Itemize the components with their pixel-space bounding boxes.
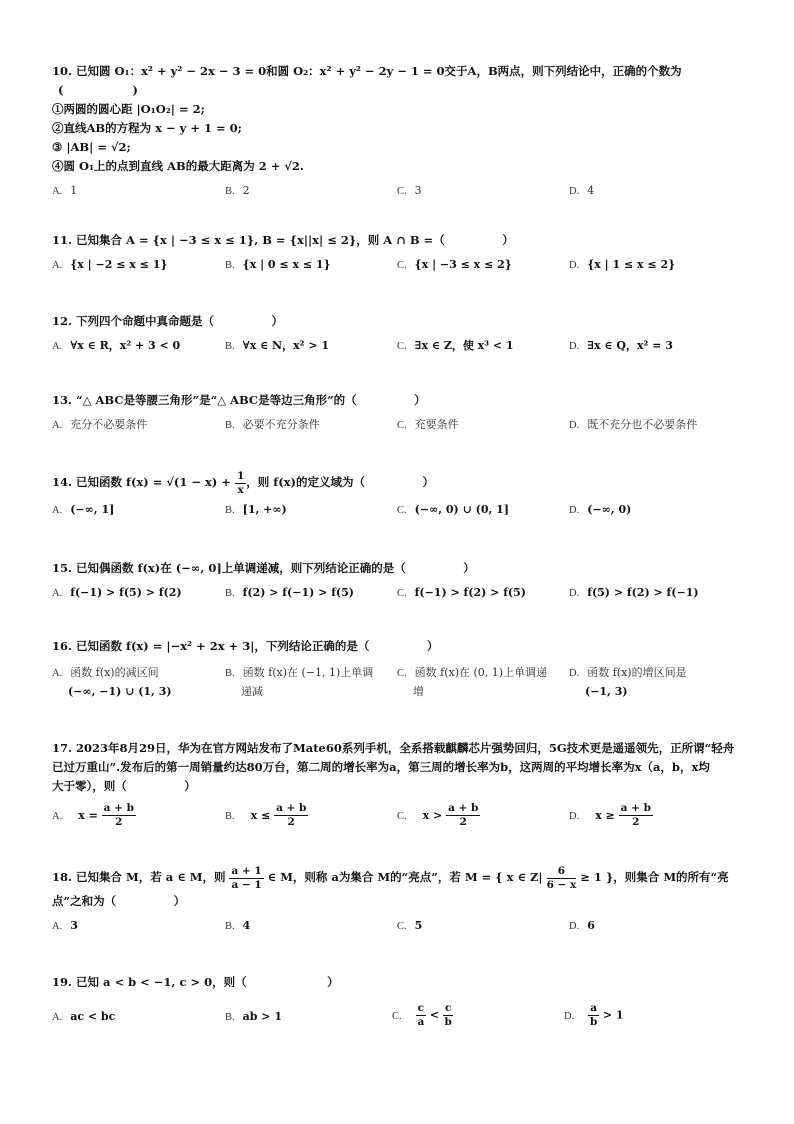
question-15-option-c[interactable]: C. f(−1) > f(2) > f(5)	[397, 586, 526, 599]
question-18-options	[52, 917, 752, 937]
question-11-option-b[interactable]: B. {x | 0 ≤ x ≤ 1}	[225, 258, 331, 271]
question-13-option-d[interactable]: D. 既不充分也不必要条件	[569, 418, 698, 431]
question-13-option-a[interactable]: A. 充分不必要条件	[52, 418, 148, 431]
question-15-stem: 15. 已知偶函数 f(x)在 (−∞, 0]上单调递减，则下列结论正确的是（ ）	[52, 561, 475, 575]
question-18-option-a[interactable]: A. 3	[52, 919, 78, 932]
question-16-option-c[interactable]: C. 函数 f(x)在 (0, 1)上单调递 增	[397, 666, 548, 698]
question-15-options	[52, 584, 752, 604]
question-10-item-1: ①两圆的圆心距 |O₁O₂| = 2;	[52, 102, 205, 116]
question-15-option-b[interactable]: B. f(2) > f(−1) > f(5)	[225, 586, 354, 599]
question-19	[52, 973, 752, 1034]
question-19-stem: 19. 已知 a < b < −1, c > 0，则（ ）	[52, 975, 339, 989]
question-10-option-b[interactable]: B. 2	[225, 184, 250, 197]
question-19-options	[52, 1002, 752, 1034]
question-17-options	[52, 802, 752, 834]
question-11-options	[52, 256, 752, 276]
question-14-stem: 14. 已知函数 f(x) = √(1 − x) + $\frac{1}{x}$ ，则 f(x)的定义域为（ ）	[52, 469, 434, 496]
question-14-options	[52, 501, 752, 521]
question-13	[52, 391, 752, 436]
question-16-option-d[interactable]: D. 函数 f(x)的增区间是 (−1, 3)	[569, 666, 687, 698]
question-12	[52, 312, 752, 357]
question-17-option-d[interactable]: D. x ≥ $\frac{a + b}{2}$	[569, 802, 651, 828]
question-18-option-b[interactable]: B. 4	[225, 919, 251, 932]
question-16-options	[52, 664, 752, 700]
question-15	[52, 559, 752, 604]
question-11	[52, 231, 752, 276]
question-10-stem-line2: ( )	[58, 83, 138, 97]
question-10-item-4: ④圆 O₁上的点到直线 AB的最大距离为 2 + √2.	[52, 159, 304, 173]
question-16-option-a[interactable]: A. 函数 f(x)的减区间 (−∞, −1) ∪ (1, 3)	[52, 666, 172, 698]
question-11-option-d[interactable]: D. {x | 1 ≤ x ≤ 2}	[569, 258, 676, 271]
question-19-option-b[interactable]: B. ab > 1	[225, 1010, 282, 1023]
question-10-stem-line1: 10. 已知圆 O₁：x² + y² − 2x − 3 = 0和圆 O₂：x² + y² − 2y − 1 = 0交于A，B两点，则下列结论中，正确的个数为	[52, 64, 682, 78]
question-11-option-c[interactable]: C. {x | −3 ≤ x ≤ 2}	[397, 258, 512, 271]
question-14-option-a[interactable]: A. (−∞, 1]	[52, 503, 115, 516]
question-12-option-d[interactable]: D. ∃x ∈ Q，x² = 3	[569, 339, 673, 352]
question-10-option-c[interactable]: C. 3	[397, 184, 422, 197]
question-12-option-b[interactable]: B. ∀x ∈ N，x² > 1	[225, 339, 330, 352]
question-10-option-a[interactable]: A. 1	[52, 184, 78, 197]
question-11-stem: 11. 已知集合 A = {x | −3 ≤ x ≤ 1}, B = {x||x| ≤ 2}，则 A ∩ B =（ ）	[52, 233, 514, 247]
question-10-option-d[interactable]: D. 4	[569, 184, 595, 197]
question-18	[52, 862, 752, 937]
question-17-option-c[interactable]: C. x > $\frac{a + b}{2}$	[397, 802, 479, 828]
question-17-stem-line2: 已过万重山”.发布后的第一周销量约达80万台，第二周的增长率为a，第三周的增长率为b，这两周的平均增长率为x（a，b，x均	[52, 760, 710, 774]
question-12-stem: 12. 下列四个命题中真命题是（ ）	[52, 314, 284, 328]
question-14-option-c[interactable]: C. (−∞, 0) ∪ (0, 1]	[397, 503, 509, 516]
question-18-option-d[interactable]: D. 6	[569, 919, 595, 932]
question-11-option-a[interactable]: A. {x | −2 ≤ x ≤ 1}	[52, 258, 168, 271]
question-18-stem-line2: 点”之和为（ ）	[52, 894, 186, 908]
question-10	[52, 62, 752, 202]
question-16-option-b[interactable]: B. 函数 f(x)在 (−1, 1)上单调 递减	[225, 666, 374, 698]
question-14-option-b[interactable]: B. [1, +∞)	[225, 503, 287, 516]
question-13-options	[52, 416, 752, 436]
question-12-option-a[interactable]: A. ∀x ∈ R，x² + 3 < 0	[52, 339, 181, 352]
question-18-stem: 18. 已知集合 M，若 a ∈ M，则 $\frac{a + 1}{a - 1}$ ∈ M，则称 a为集合 M的“亮点”，若 M = { x ∈ Z| $\frac{6}{6 - x}$ ≥ 1 }，则集合 M的所有“亮	[52, 864, 729, 891]
question-14	[52, 467, 752, 521]
question-10-options	[52, 182, 752, 202]
question-13-option-b[interactable]: B. 必要不充分条件	[225, 418, 320, 431]
question-16-stem: 16. 已知函数 f(x) = |−x² + 2x + 3|，下列结论正确的是（ ）	[52, 639, 439, 653]
question-19-option-a[interactable]: A. ac < bc	[52, 1010, 116, 1023]
question-19-option-c[interactable]: C. $\frac{c}{a}$ < $\frac{c}{b}$	[392, 1002, 452, 1028]
question-15-option-d[interactable]: D. f(5) > f(2) > f(−1)	[569, 586, 699, 599]
question-10-item-2: ②直线AB的方程为 x − y + 1 = 0;	[52, 121, 242, 135]
question-17	[52, 739, 752, 834]
question-18-option-c[interactable]: C. 5	[397, 919, 423, 932]
question-17-stem-line1: 17. 2023年8月29日，华为在官方网站发布了Mate60系列手机，全系搭载麒麟芯片强势回归，5G技术更是遥遥领先，正所谓“轻舟	[52, 741, 735, 755]
question-13-stem: 13. “△ ABC是等腰三角形”是“△ ABC是等边三角形”的（ ）	[52, 393, 426, 407]
question-14-option-d[interactable]: D. (−∞, 0)	[569, 503, 632, 516]
question-13-option-c[interactable]: C. 充要条件	[397, 418, 459, 431]
question-12-option-c[interactable]: C. ∃x ∈ Z，使 x³ < 1	[397, 339, 514, 352]
question-19-option-d[interactable]: D. $\frac{a}{b}$ > 1	[564, 1002, 624, 1028]
question-10-item-3: ③ |AB| = √2;	[52, 140, 131, 154]
question-17-stem-line3: 大于零），则（ ）	[52, 779, 196, 793]
question-17-option-a[interactable]: A. x = $\frac{a + b}{2}$	[52, 802, 134, 828]
question-15-option-a[interactable]: A. f(−1) > f(5) > f(2)	[52, 586, 182, 599]
question-14-fraction: $\frac{1}{x}$	[236, 469, 245, 496]
question-17-option-b[interactable]: B. x ≤ $\frac{a + b}{2}$	[225, 802, 307, 828]
question-12-options	[52, 337, 752, 357]
question-16	[52, 637, 752, 700]
